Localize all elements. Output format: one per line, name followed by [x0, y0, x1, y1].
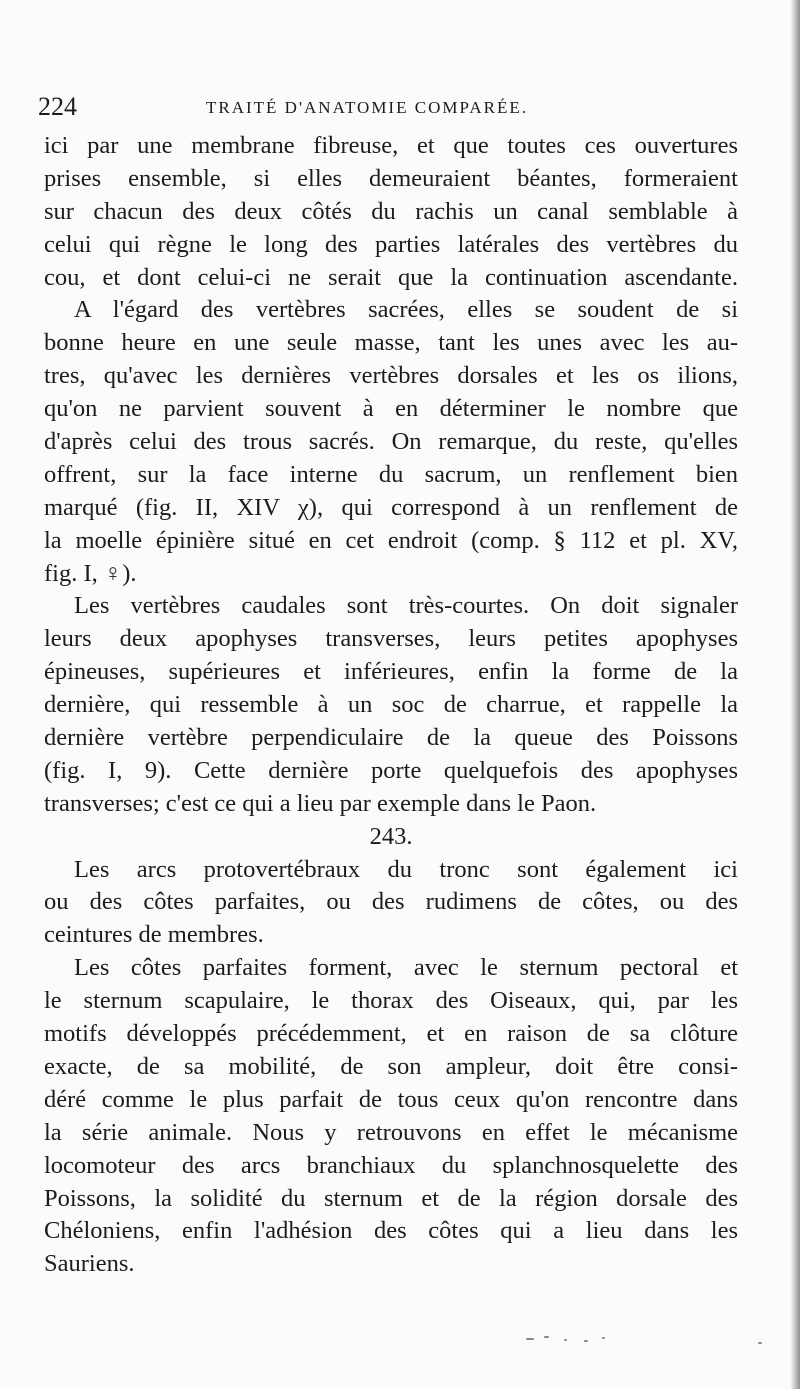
page-header — [38, 92, 758, 122]
text-line: transverses; c'est ce qui a lieu par exemple dans le Paon. — [44, 789, 597, 817]
text-line: ceintures de membres. — [44, 921, 264, 949]
text-line: (fig. I, 9). Cette dernière porte quelquefois des apophyses — [44, 756, 738, 784]
ink-speck — [564, 1339, 567, 1341]
text-line: dernière vertèbre perpendiculaire de la queue des Poissons — [44, 724, 738, 752]
text-line: d'après celui des trous sacrés. On remarque, du reste, qu'elles — [44, 428, 738, 456]
text-line: le sternum scapulaire, le thorax des Oiseaux, qui, par les — [44, 987, 738, 1015]
text-line: locomoteur des arcs branchiaux du splanchnosquelette des — [44, 1151, 738, 1179]
text-line: la moelle épinière situé en cet endroit (comp. § 112 et pl. XV, — [44, 526, 738, 554]
text-line: tres, qu'avec les dernières vertèbres dorsales et les os ilions, — [44, 362, 738, 390]
ink-speck — [584, 1340, 588, 1342]
text-line: Chéloniens, enfin l'adhésion des côtes qui a lieu dans les — [44, 1217, 738, 1245]
text-line: qu'on ne parvient souvent à en déterminer le nombre que — [44, 395, 738, 423]
text-line: exacte, de sa mobilité, de son ampleur, doit être consi- — [44, 1052, 738, 1080]
text-line: marqué (fig. II, XIV χ), qui correspond à un renflement de — [44, 493, 738, 521]
text-line: Les arcs protovertébraux du tronc sont également ici — [74, 855, 738, 883]
text-line: ou des côtes parfaites, ou des rudimens de côtes, ou des — [44, 888, 738, 916]
ink-specks — [520, 1330, 780, 1350]
text-line: leurs deux apophyses transverses, leurs petites apophyses — [44, 625, 738, 653]
text-line: bonne heure en une seule masse, tant les unes avec les au- — [44, 329, 738, 357]
text-line: sur chacun des deux côtés du rachis un canal semblable à — [44, 197, 738, 225]
text-line: Les vertèbres caudales sont très-courtes. On doit signaler — [74, 592, 738, 620]
text-line: offrent, sur la face interne du sacrum, un renflement bien — [44, 460, 738, 488]
text-line: prises ensemble, si elles demeuraient béantes, formeraient — [44, 164, 738, 192]
body-text — [44, 130, 738, 1281]
section-number: 243. — [369, 822, 413, 850]
page-number: 224 — [38, 92, 77, 121]
text-line: Poissons, la solidité du sternum et de la région dorsale des — [44, 1184, 738, 1212]
text-line: dernière, qui ressemble à un soc de charrue, et rappelle la — [44, 691, 738, 719]
text-line: déré comme le plus parfait de tous ceux qu'on rencontre dans — [44, 1085, 738, 1113]
page-edge-shadow — [790, 0, 800, 1389]
text-line: Les côtes parfaites forment, avec le sternum pectoral et — [74, 954, 738, 982]
text-line: Sauriens. — [44, 1250, 135, 1278]
text-line: A l'égard des vertèbres sacrées, elles se soudent de si — [74, 296, 738, 324]
text-line: épineuses, supérieures et inférieures, enfin la forme de la — [44, 658, 738, 686]
text-line: ici par une membrane fibreuse, et que toutes ces ouvertures — [44, 132, 738, 159]
ink-speck — [526, 1338, 534, 1340]
running-head: TRAITÉ D'ANATOMIE COMPARÉE. — [206, 98, 528, 117]
text-line: cou, et dont celui-ci ne serait que la continuation ascendante. — [44, 263, 738, 291]
ink-speck — [602, 1337, 605, 1339]
text-line: la série animale. Nous y retrouvons en effet le mécanisme — [44, 1118, 738, 1146]
ink-speck — [544, 1336, 549, 1338]
text-line: motifs développés précédemment, et en raison de sa clôture — [44, 1020, 738, 1048]
text-line: celui qui règne le long des parties latérales des vertèbres du — [44, 230, 738, 258]
ink-speck — [758, 1342, 762, 1344]
text-line: fig. I, ♀). — [44, 559, 137, 587]
